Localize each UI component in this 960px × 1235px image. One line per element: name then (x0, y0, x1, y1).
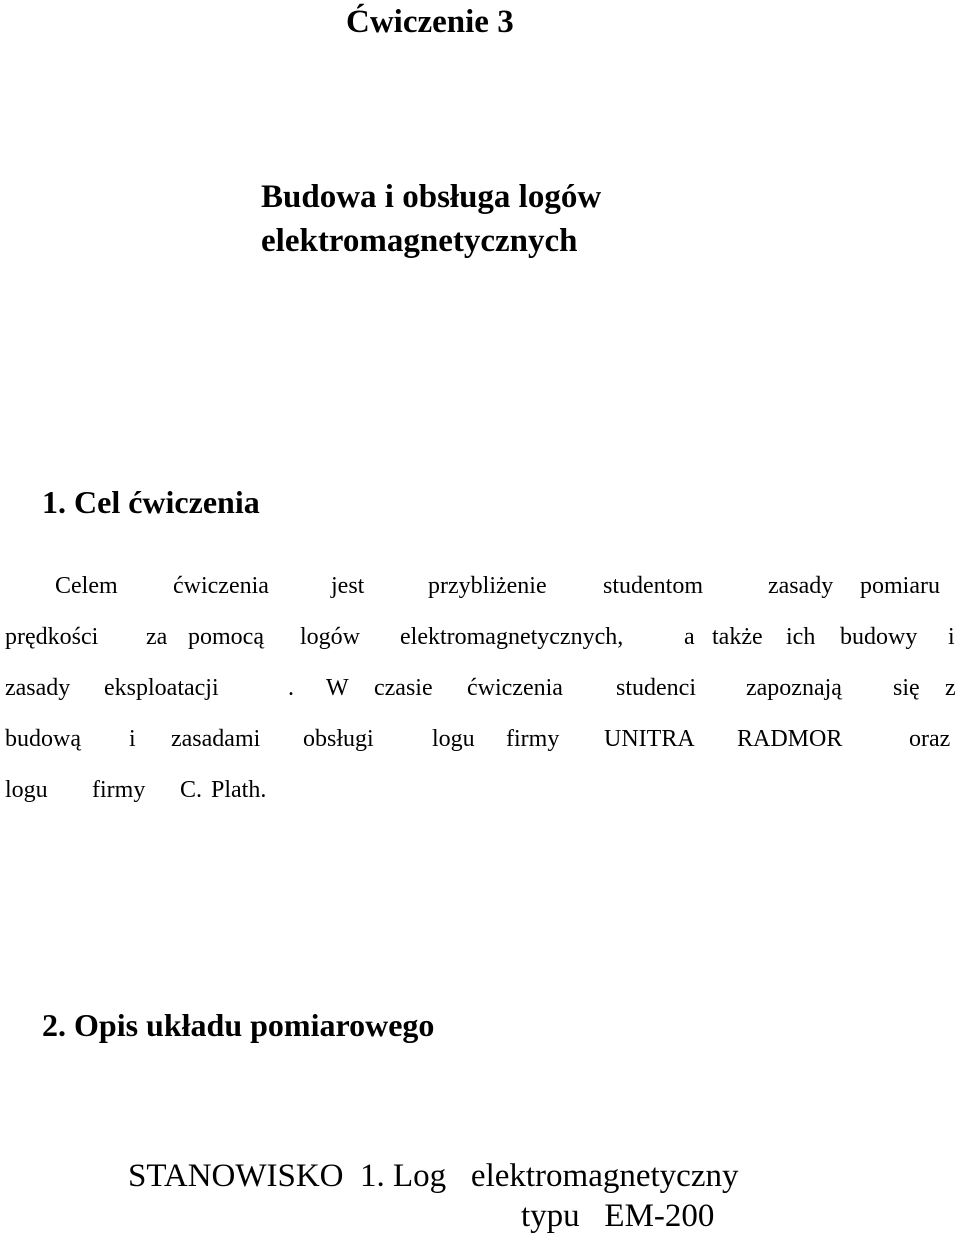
word: za (146, 624, 168, 650)
word: Plath. (211, 777, 267, 803)
word: RADMOR (737, 726, 843, 752)
word: . (288, 675, 294, 701)
word: ich (786, 624, 816, 650)
subtitle-line-2: elektromagnetycznych (261, 223, 578, 259)
station-title-line-2: typu EM-200 (521, 1198, 715, 1234)
word: zasadami (171, 726, 261, 752)
word: ćwiczenia (467, 675, 563, 701)
word: czasie (374, 675, 433, 701)
word: z (945, 675, 956, 701)
word: zapoznają (746, 675, 842, 701)
subtitle-line-1: Budowa i obsługa logów (261, 179, 602, 215)
word: także (712, 624, 763, 650)
word: pomiaru (860, 573, 940, 599)
word: studentom (603, 573, 703, 599)
word: firmy (92, 777, 146, 803)
word: UNITRA (604, 726, 695, 752)
exercise-title: Ćwiczenie 3 (346, 4, 514, 40)
station-title-line-1: STANOWISKO 1. Log elektromagnetyczny (128, 1158, 739, 1194)
word: prędkości (5, 624, 99, 650)
word: budową (5, 726, 81, 752)
word: eksploatacji (104, 675, 219, 701)
word: a (684, 624, 695, 650)
word: budowy (840, 624, 918, 650)
word: i (948, 624, 955, 650)
word: obsługi (303, 726, 374, 752)
word: firmy (506, 726, 560, 752)
word: W (326, 675, 349, 701)
word: logów (300, 624, 360, 650)
word: ćwiczenia (173, 573, 269, 599)
word: zasady (768, 573, 834, 599)
word: pomocą (188, 624, 264, 650)
word: jest (331, 573, 365, 599)
word: elektromagnetycznych, (400, 624, 624, 650)
word: logu (5, 777, 48, 803)
section-1-heading: 1. Cel ćwiczenia (42, 484, 260, 520)
section-2-heading: 2. Opis układu pomiarowego (42, 1007, 435, 1043)
word: Celem (55, 573, 118, 599)
word: oraz (909, 726, 951, 752)
word: logu (432, 726, 475, 752)
word: i (129, 726, 136, 752)
word: się (893, 675, 920, 701)
word: zasady (5, 675, 71, 701)
word: przybliżenie (428, 573, 547, 599)
word: C. (180, 777, 203, 803)
word: studenci (616, 675, 696, 701)
